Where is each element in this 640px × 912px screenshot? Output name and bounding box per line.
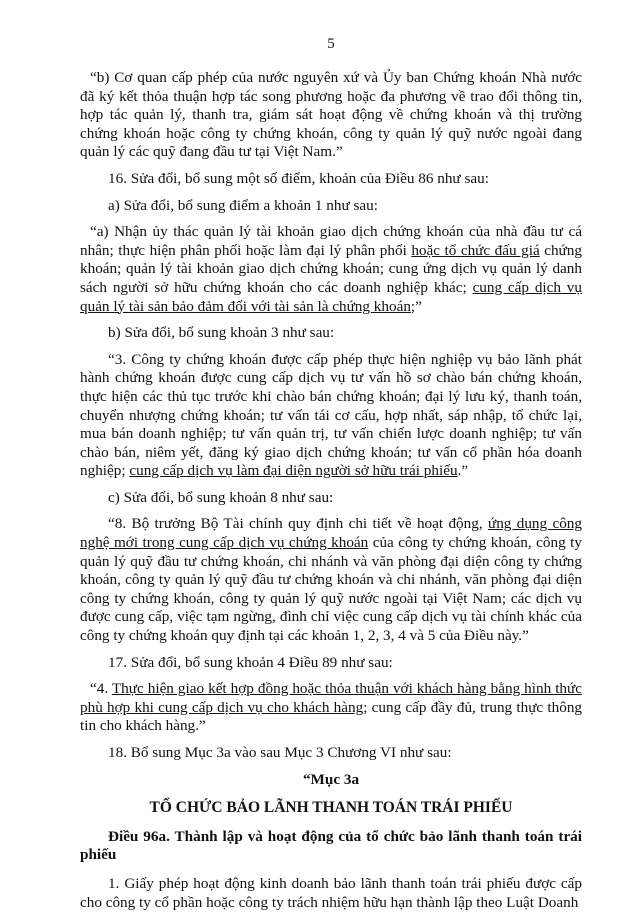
text-segment: c) Sửa đổi, bổ sung khoản 8 như sau: [108, 488, 334, 506]
underlined-text: ứng dụng công nghệ mới trong cung cấp dịch vụ chứng khoán [80, 515, 582, 552]
paragraph-p10 [80, 680, 582, 736]
paragraph-p2 [80, 170, 582, 189]
text-segment: 17. Sửa đổi, bổ sung khoản 4 Điều 89 như sau: [108, 653, 393, 671]
text-segment: .” [457, 462, 469, 480]
text-segment: “a) Nhận ủy thác quản lý tài khoản giao dịch chứng khoán của nhà đầu tư cá nhân; thực hiện phân phối hoặc làm đại lý phân phối [80, 223, 582, 259]
text-segment: 16. Sửa đổi, bổ sung một số điểm, khoản của Điều 86 như sau: [108, 169, 489, 187]
text-segment: a) Sửa đổi, bổ sung điểm a khoản 1 như sau: [108, 196, 378, 214]
underlined-text: hoặc tổ chức đấu giá [411, 241, 540, 259]
text-segment: “3. Công ty chứng khoán được cấp phép thực hiện nghiệp vụ bảo lãnh phát hành chứng khoán được cung cấp dịch vụ tư vấn hồ sơ chào bán chứng khoán, thực hiện các thủ tục trước khi chào bán chứng khoán; đại lý lưu ký, thanh toán, chuyển nhượng chứng khoán; tư vấn tái cơ cấu, hợp nhất, sáp nhập, tổ chức lại, mua bán doanh nghiệp; tư vấn quản trị, tư vấn chiến lược doanh nghiệp; tư vấn chào bán, niêm yết, đăng ký giao dịch chứng khoán; tư vấn cổ phần hóa doanh nghiệp; [80, 350, 582, 480]
paragraph-p11 [80, 744, 582, 763]
paragraph-p5 [80, 324, 582, 343]
section-title: TỔ CHỨC BẢO LÃNH THANH TOÁN TRÁI PHIẾU [149, 799, 513, 817]
text-segment: 18. Bổ sung Mục 3a vào sau Mục 3 Chương VI như sau: [108, 744, 452, 761]
section-heading: “Mục 3a [302, 770, 360, 788]
paragraph-p8 [80, 515, 582, 645]
paragraph-p6 [80, 351, 582, 481]
text-segment: “4. [90, 680, 112, 698]
final-paragraph: 1. Giấy phép hoạt động kinh doanh bảo lãnh thanh toán trái phiếu được cấp cho công ty cổ phần hoặc công ty trách nhiệm hữu hạn thành lập theo Luật Doanh [80, 874, 582, 911]
paragraph-p3 [80, 197, 582, 216]
paragraph-p7 [80, 489, 582, 508]
underlined-text: cung cấp dịch vụ quản lý tài sản bảo đảm đối với tài sản là chứng khoán [80, 278, 582, 315]
page-number: 5 [327, 36, 335, 52]
text-segment: b) Sửa đổi, bổ sung khoản 3 như sau: [108, 324, 335, 342]
article-heading: Điều 96a. Thành lập và hoạt động của tổ chức bảo lãnh thanh toán trái phiếu [80, 827, 582, 864]
underlined-text: Thực hiện giao kết hợp đồng hoặc thỏa thuận với khách hàng bằng hình thức phù hợp khi cung cấp dịch vụ cho khách hàng [80, 680, 582, 716]
paragraph-p9 [80, 654, 582, 673]
text-segment: ; cung cấp đầy đủ, trung thực thông tin cho khách hàng.” [80, 698, 583, 735]
text-segment: ;” [410, 297, 422, 315]
text-segment: “8. Bộ trưởng Bộ Tài chính quy định chi tiết về hoạt động, [108, 515, 488, 533]
paragraph-p4 [80, 223, 582, 316]
underlined-text: cung cấp dịch vụ làm đại diện người sở hữu trái phiếu [129, 462, 458, 480]
text-segment: của công ty chứng khoán, công ty quản lý quỹ đầu tư chứng khoán, chi nhánh và văn phòng đại diện công ty chứng khoán, công ty quản lý quỹ đầu tư chứng khoán và chi nhánh, văn phòng đại diện công ty chứng khoán, công ty quản lý quỹ nước ngoài tại Việt Nam; các dịch vụ được cung cấp, việc tạm ngừng, đình chỉ việc cung cấp dịch vụ tài chính khác của công ty chứng khoán quy định tại các khoản 1, 2, 3, 4 và 5 của Điều này.” [80, 534, 582, 645]
text-segment: chứng khoán; quản lý tài khoản giao dịch chứng khoán; cung ứng dịch vụ quản lý danh sách người sở hữu chứng khoán cho các doanh nghiệp khác; [80, 241, 582, 296]
paragraph-p1 [80, 69, 582, 162]
body-paragraphs [80, 69, 582, 763]
text-segment: “b) Cơ quan cấp phép của nước nguyên xứ và Ủy ban Chứng khoán Nhà nước đã ký kết thỏa thuận hợp tác song phương hoặc đa phương về trao đổi thông tin, hợp tác quản lý, thanh tra, giám sát hoạt động về chứng khoán và thị trường chứng khoán hoặc công ty chứng khoán, công ty quản lý quỹ nước ngoài đang quản lý các quỹ đang đầu tư tại Việt Nam.” [80, 69, 582, 161]
